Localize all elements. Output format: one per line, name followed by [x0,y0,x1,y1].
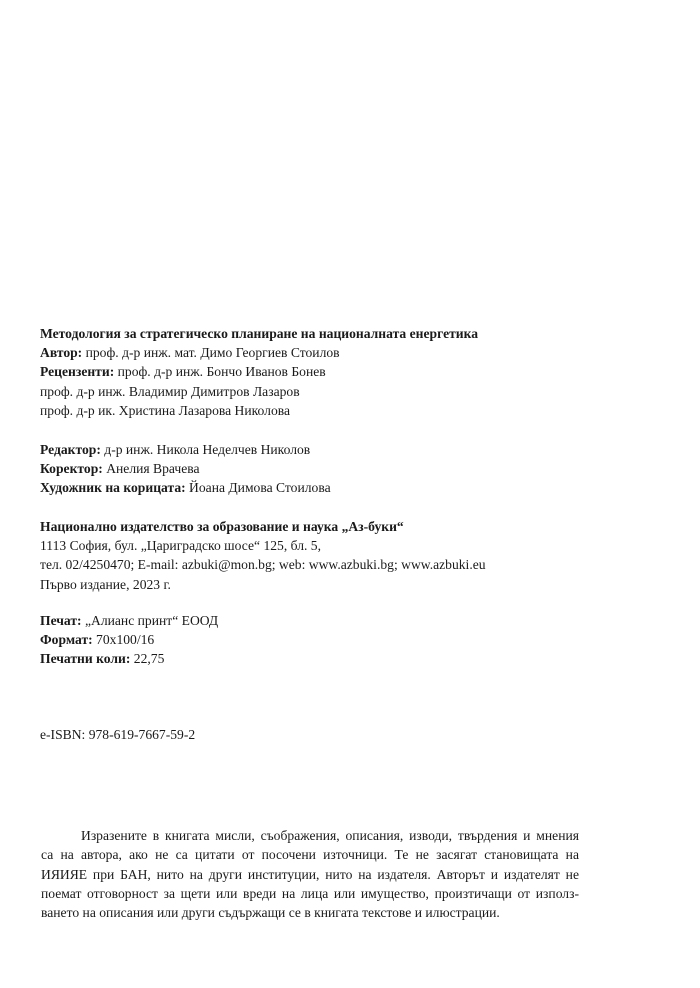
disclaimer-line-2: са на автора, ако не са цитати от посочени източници. Те не засягат становищата на [41,847,579,863]
reviewer-3: проф. д-р ик. Христина Лазарова Николова [40,402,291,418]
proofreader-value: Анелия Врачева [102,461,200,477]
proofreader-line [40,459,640,478]
disclaimer-line-5: ването на описания или други съдържащи се в книгата текстове и илюстрации. [41,905,500,921]
reviewer-2: проф. д-р инж. Владимир Димитров Лазаров [40,383,300,399]
print-value: „Алианс принт“ ЕООД [81,613,219,628]
sheets-label: Печатни коли: [40,651,131,667]
publisher-contacts: тел. 02/4250470; E-mail: azbuki@mon.bg; web: www.azbuki.bg; www.azbuki.eu [40,557,486,573]
cover-artist-line [40,478,640,497]
proofreader-label: Коректор: [40,461,103,477]
print-line [40,611,640,630]
editors-block [40,440,640,498]
print-block [40,611,640,669]
author-label: Автор: [40,345,83,361]
format-label: Формат: [40,632,93,648]
sheets-value: 22,75 [130,651,165,667]
isbn-block [40,725,640,744]
publisher-name: Национално издателство за образование и наука „Аз-буки“ [40,519,404,534]
reviewers-label: Рецензенти: [40,364,115,380]
disclaimer-paragraph [41,826,579,922]
sheets-line [40,649,640,668]
reviewers-line [40,362,640,381]
cover-artist-label: Художник на корицата: [40,480,186,496]
publisher-address: 1113 София, бул. „Цариградско шосе“ 125, бл. 5, [40,538,321,554]
author-line [40,343,640,362]
editor-value: д-р инж. Никола Неделчев Николов [100,442,311,457]
edition-line: Първо издание, 2023 г. [40,576,171,592]
reviewer-1: проф. д-р инж. Бончо Иванов Бонев [114,364,326,380]
format-line [40,630,640,649]
editor-line [40,440,640,459]
publisher-block [40,517,640,594]
disclaimer-line-3: ИЯИЯЕ при БАН, нито на други институции, нито на издателя. Авторът и издателят не [41,866,579,882]
disclaimer-line-4: поемат отговорност за щети или вреди на лица или имущество, произтичащи от използ- [41,885,579,901]
disclaimer-line-1: Изразените в книгата мисли, съображения, описания, изводи, твърдения и мнения [81,828,579,843]
isbn: e-ISBN: 978-619-7667-59-2 [40,727,196,742]
book-title: Методология за стратегическо планиране на националната енергетика [40,326,479,341]
format-value: 70x100/16 [92,632,155,648]
book-info-block [40,324,640,420]
cover-artist-value: Йоана Димова Стоилова [185,480,331,496]
print-label: Печат: [40,613,82,628]
editor-label: Редактор: [40,442,101,457]
author-value: проф. д-р инж. мат. Димо Георгиев Стоилов [82,345,340,361]
